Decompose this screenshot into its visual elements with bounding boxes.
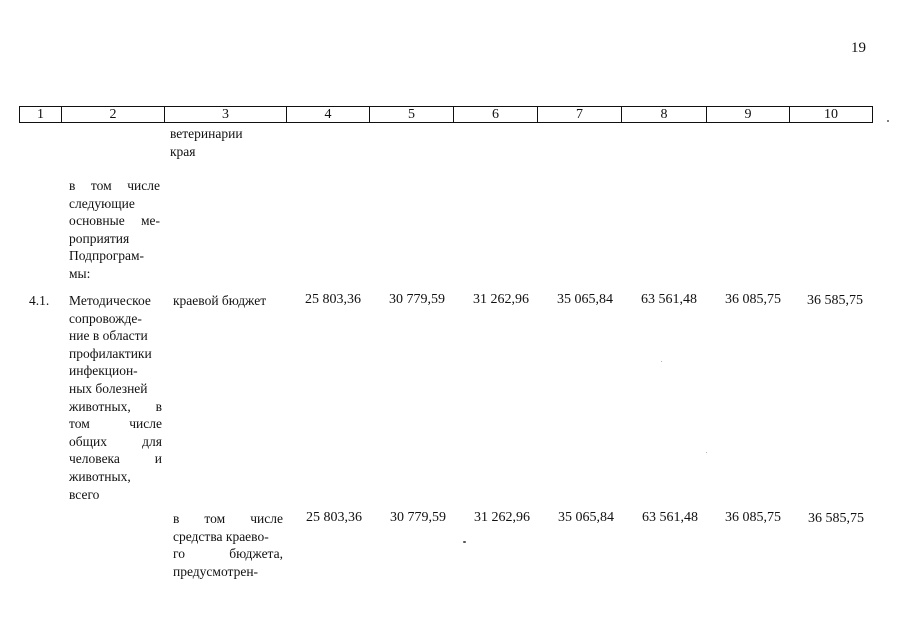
value-col-10: 36 585,75 [808,511,864,526]
text-line: общих для [69,433,162,449]
text-line: края [170,143,196,159]
text-line: мы: [69,265,91,281]
value-col-8: 63 561,48 [642,510,698,525]
header-cell-9: 9 [707,106,790,123]
header-cell-3: 3 [165,106,287,123]
value-col-9: 36 085,75 [725,292,781,307]
value-col-6: 31 262,96 [473,292,529,307]
value-col-7: 35 065,84 [557,292,613,307]
text-line: роприятия [69,230,130,246]
value-col-5: 30 779,59 [390,510,446,525]
header-cell-5: 5 [370,106,454,123]
value-col-9: 36 085,75 [725,510,781,525]
header-cell-7: 7 [538,106,622,123]
row-number: 4.1. [29,293,50,308]
header-cell-6: 6 [454,106,538,123]
text-line: животных, в [69,398,162,414]
scan-speck [463,541,466,543]
header-cell-10: 10 [790,106,873,123]
text-line: Методическое [69,293,151,308]
item-description [69,292,162,503]
text-line: в том числе [173,511,283,526]
scan-speck [887,120,889,122]
text-line: основные ме- [69,213,160,229]
funding-source: краевой бюджет [173,293,267,308]
text-line: сопровожде- [69,310,142,326]
text-line: человека и [69,451,162,467]
header-cell-4: 4 [287,106,370,123]
value-col-4: 25 803,36 [306,510,362,525]
page-number: 19 [851,40,866,56]
value-col-7: 35 065,84 [558,510,614,525]
text-line: ных болезней [69,380,148,396]
continuation-cell [170,125,285,160]
text-line: Подпрограм- [69,248,145,264]
header-cell-2: 2 [62,106,165,123]
text-line: предусмотрен- [173,563,259,579]
text-line: средства краево- [173,528,269,544]
value-col-4: 25 803,36 [305,292,361,307]
value-col-6: 31 262,96 [474,510,530,525]
value-col-8: 63 561,48 [641,292,697,307]
text-line: животных, [69,468,131,484]
sub-description [173,510,283,580]
text-line: в том числе [69,178,160,193]
text-line: ние в области [69,328,148,344]
text-line: всего [69,486,100,502]
header-cell-8: 8 [622,106,707,123]
text-line: инфекцион- [69,363,138,379]
scan-speck [706,452,707,453]
value-col-10: 36 585,75 [807,293,863,308]
text-line: ветеринарии [170,126,243,141]
value-col-5: 30 779,59 [389,292,445,307]
header-cell-1: 1 [19,106,62,123]
text-line: профилактики [69,345,152,361]
text-line: го бюджета, [173,546,283,562]
scan-speck [661,361,662,362]
text-line: следующие [69,195,135,211]
text-line: том числе [69,416,162,432]
intro-cell [69,177,160,283]
